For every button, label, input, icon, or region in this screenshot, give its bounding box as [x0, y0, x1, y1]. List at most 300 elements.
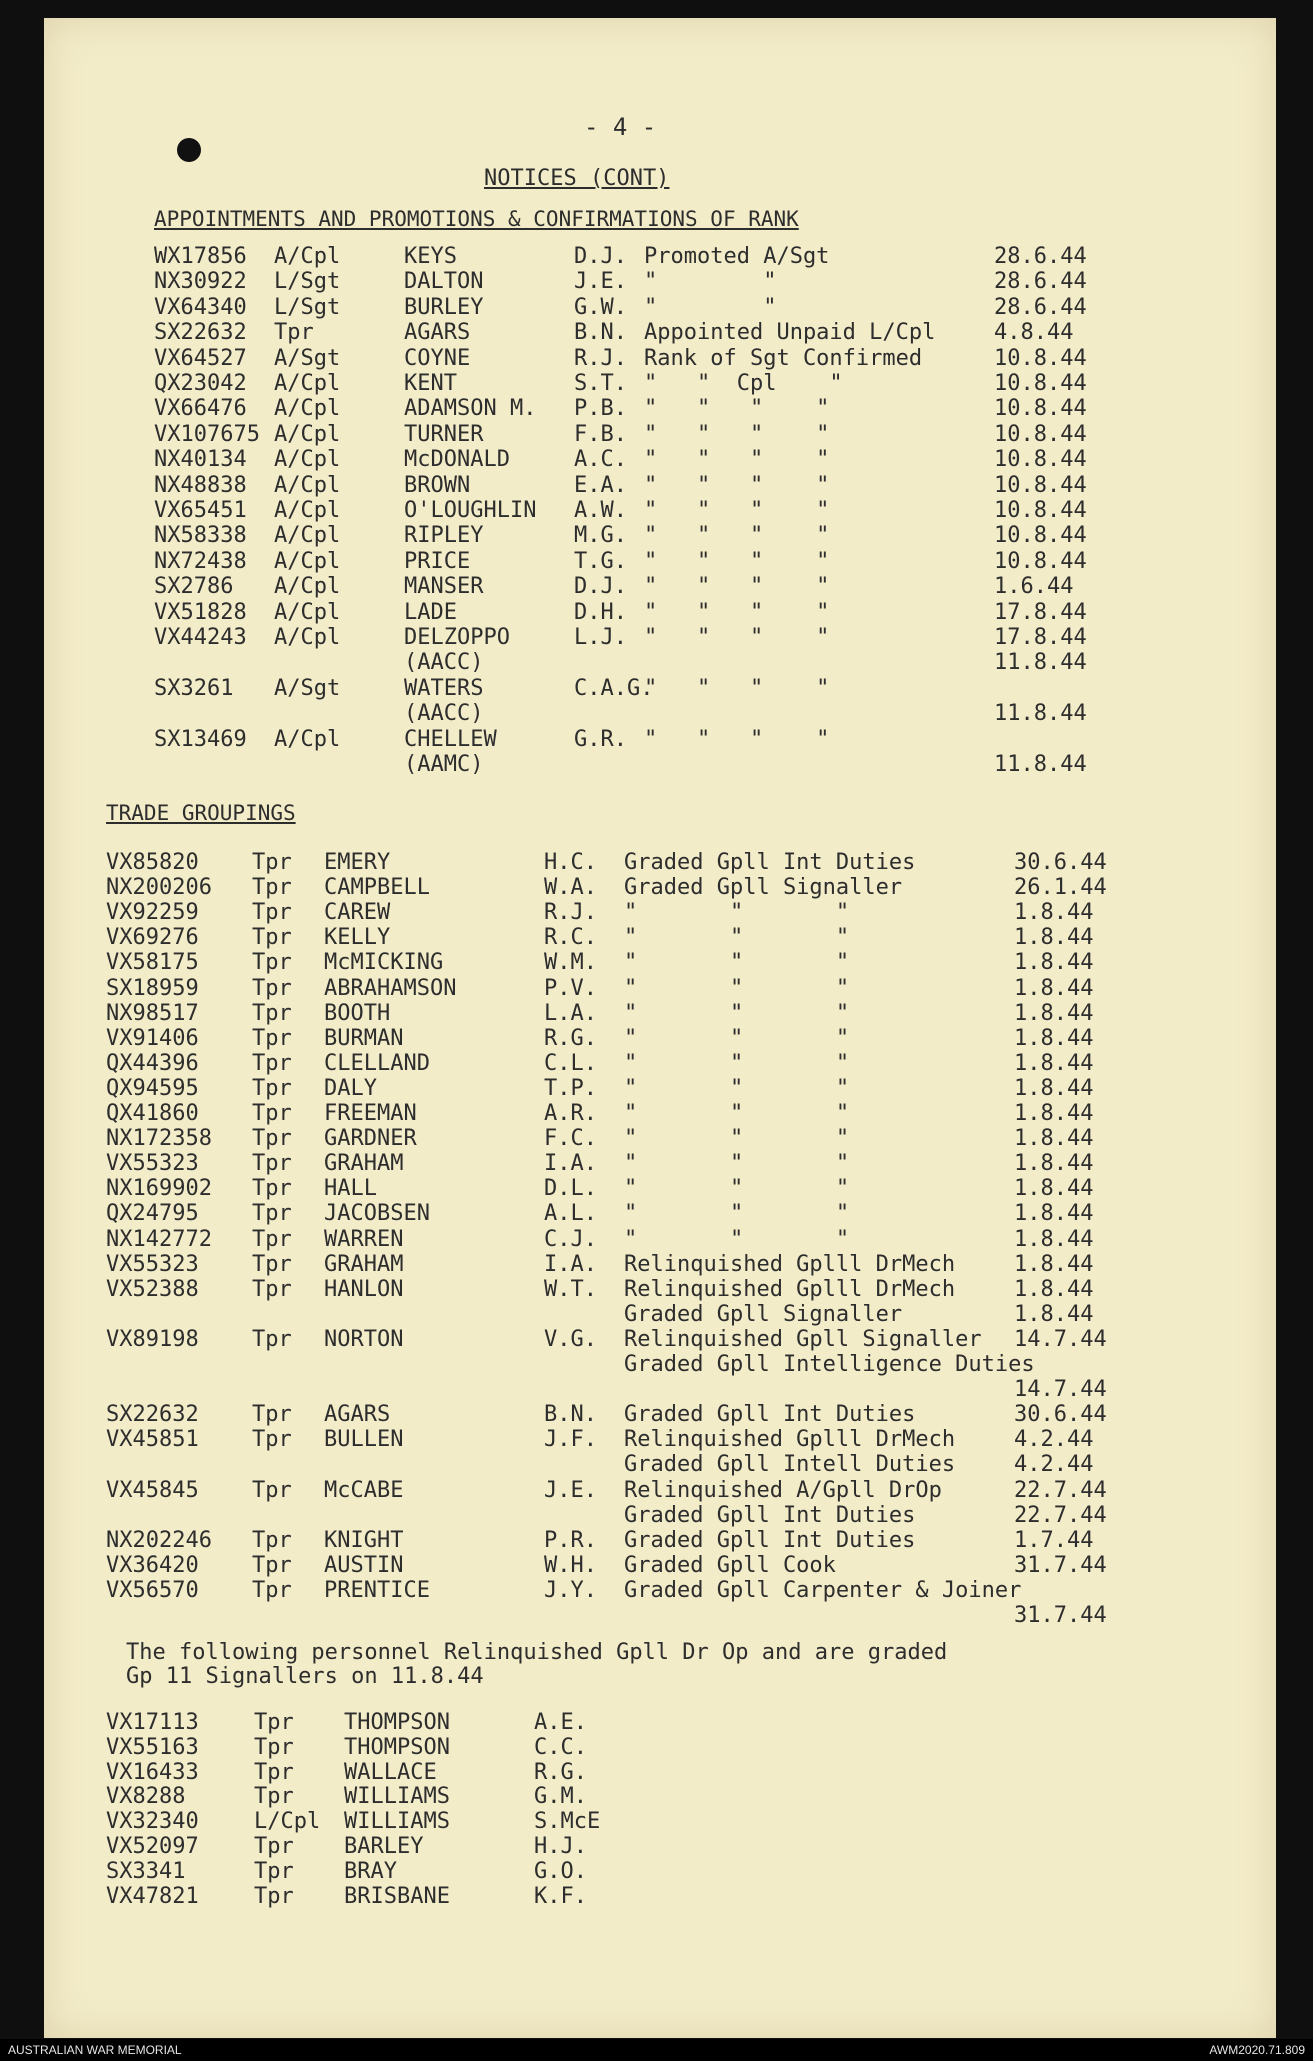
service-number: WX17856: [154, 244, 247, 269]
action: " " " ": [644, 726, 830, 752]
service-number: SX3341: [106, 1858, 186, 1884]
rank: A/Cpl: [274, 625, 341, 650]
date: 11.8.44: [994, 701, 1087, 727]
rank: Tpr: [254, 1883, 294, 1909]
date: 28.6.44: [994, 294, 1087, 320]
initials: G.O.: [534, 1858, 587, 1884]
initials: C.C.: [534, 1734, 587, 1760]
rank: Tpr: [252, 1326, 292, 1352]
rank: A/Cpl: [274, 396, 341, 422]
initials: R.J.: [544, 900, 597, 926]
service-number: QX24795: [106, 1201, 199, 1227]
date: 1.6.44: [994, 574, 1074, 600]
date: 1.8.44: [1014, 1226, 1094, 1252]
initials: A.E.: [534, 1710, 587, 1735]
service-number: NX72438: [154, 548, 247, 574]
rank: Tpr: [252, 1276, 292, 1302]
action: Rank of Sgt Confirmed: [644, 345, 923, 371]
rank: A/Cpl: [274, 447, 341, 473]
rank: A/Cpl: [274, 726, 341, 752]
initials: D.J.: [574, 574, 627, 600]
surname: O'LOUGHLIN: [404, 498, 537, 523]
service-number: VX92259: [106, 900, 199, 926]
initials: A.C.: [574, 447, 627, 473]
action: Graded Gpll Int Duties: [624, 1402, 916, 1428]
surname: KELLY: [324, 925, 391, 951]
initials: B.N.: [574, 320, 627, 346]
surname: AGARS: [404, 320, 471, 346]
action: " ": [644, 269, 777, 295]
service-number: VX69276: [106, 925, 199, 951]
date: 4.2.44: [1014, 1427, 1094, 1453]
rank: Tpr: [252, 1251, 292, 1277]
surname: (AACC): [404, 650, 484, 676]
initials: T.P.: [544, 1075, 597, 1101]
service-number: SX22632: [106, 1402, 199, 1428]
date: 1.8.44: [1014, 1075, 1094, 1101]
action: " " " ": [644, 548, 830, 574]
initials: T.G.: [574, 548, 627, 574]
rank: Tpr: [252, 1101, 292, 1126]
service-number: VX51828: [154, 599, 247, 625]
surname: BRISBANE: [344, 1883, 450, 1909]
service-number: NX98517: [106, 1000, 199, 1026]
action: " " ": [624, 1025, 850, 1051]
action: Relinquished Gpll Signaller: [624, 1326, 982, 1352]
initials: C.A.G.: [574, 675, 654, 701]
date: 10.8.44: [994, 421, 1087, 447]
action: Graded Gpll Carpenter & Joiner: [624, 1577, 1022, 1603]
initials: R.G.: [534, 1759, 587, 1785]
date: 1.8.44: [1014, 1251, 1094, 1277]
date: 22.7.44: [1014, 1477, 1107, 1503]
rank: Tpr: [252, 1000, 292, 1026]
surname: DALY: [324, 1075, 377, 1101]
action: " " " ": [644, 447, 830, 473]
service-number: VX17113: [106, 1710, 199, 1735]
action: " " ": [624, 1101, 850, 1126]
surname: PRENTICE: [324, 1577, 430, 1603]
service-number: NX169902: [106, 1176, 212, 1202]
rank: Tpr: [252, 1075, 292, 1101]
surname: KENT: [404, 371, 457, 396]
surname: HALL: [324, 1176, 377, 1202]
initials: R.J.: [574, 345, 627, 371]
action: " " Cpl ": [644, 371, 843, 396]
action: " " ": [624, 975, 850, 1001]
initials: P.R.: [544, 1527, 597, 1553]
initials: S.T.: [574, 371, 627, 396]
surname: (AACC): [404, 701, 484, 727]
initials: F.C.: [544, 1126, 597, 1152]
action: " " ": [624, 1151, 850, 1177]
initials: S.McE: [534, 1809, 601, 1835]
date: 28.6.44: [994, 269, 1087, 295]
service-number: NX200206: [106, 875, 212, 901]
initials: P.B.: [574, 396, 627, 422]
action: " " " ": [644, 421, 830, 447]
service-number: VX52388: [106, 1276, 199, 1302]
action: " " ": [624, 1075, 850, 1101]
date: 1.8.44: [1014, 1050, 1094, 1076]
initials: B.N.: [544, 1402, 597, 1428]
action: " " ": [624, 1176, 850, 1202]
date: 30.6.44: [1014, 1402, 1107, 1428]
surname: COYNE: [404, 345, 471, 371]
surname: THOMPSON: [344, 1710, 450, 1735]
rank: L/Sgt: [274, 269, 341, 295]
rank: Tpr: [252, 850, 292, 875]
date: 1.8.44: [1014, 1126, 1094, 1152]
action: " " ": [624, 925, 850, 951]
rank: A/Sgt: [274, 675, 341, 701]
initials: A.R.: [544, 1101, 597, 1126]
service-number: NX202246: [106, 1527, 212, 1553]
service-number: SX18959: [106, 975, 199, 1001]
surname: WARREN: [324, 1226, 404, 1252]
initials: A.L.: [544, 1201, 597, 1227]
action: " " " ": [644, 498, 830, 523]
action: " " " ": [644, 574, 830, 600]
date: 17.8.44: [994, 625, 1087, 650]
surname: BROWN: [404, 472, 471, 498]
date: 1.8.44: [1014, 1151, 1094, 1177]
rank: Tpr: [252, 1126, 292, 1152]
date: 1.8.44: [1014, 1101, 1094, 1126]
page-title: NOTICES (CONT): [484, 166, 670, 191]
service-number: VX56570: [106, 1577, 199, 1603]
surname: RIPLEY: [404, 523, 484, 549]
initials: I.A.: [544, 1251, 597, 1277]
surname: CAREW: [324, 900, 391, 926]
service-number: VX91406: [106, 1025, 199, 1051]
surname: BRAY: [344, 1858, 397, 1884]
rank: Tpr: [254, 1710, 294, 1735]
action: Graded Gpll Cook: [624, 1552, 836, 1578]
action: Graded Gpll Int Duties: [624, 1502, 916, 1528]
rank: A/Cpl: [274, 371, 341, 396]
date: 26.1.44: [1014, 875, 1107, 901]
action: " " ": [624, 950, 850, 976]
action: " " " ": [644, 599, 830, 625]
date: 10.8.44: [994, 371, 1087, 396]
surname: CAMPBELL: [324, 875, 430, 901]
action: Graded Gpll Signaller: [624, 875, 903, 901]
surname: WILLIAMS: [344, 1809, 450, 1835]
date: 22.7.44: [1014, 1502, 1107, 1528]
date: 1.8.44: [1014, 925, 1094, 951]
date: 10.8.44: [994, 498, 1087, 523]
initials: F.B.: [574, 421, 627, 447]
service-number: VX85820: [106, 850, 199, 875]
date: 14.7.44: [1014, 1326, 1107, 1352]
date: 28.6.44: [994, 244, 1087, 269]
action: " " " ": [644, 523, 830, 549]
rank: A/Cpl: [274, 523, 341, 549]
action: " ": [644, 294, 777, 320]
surname: DELZOPPO: [404, 625, 510, 650]
surname: AUSTIN: [324, 1552, 404, 1578]
initials: R.C.: [544, 925, 597, 951]
surname: MANSER: [404, 574, 484, 600]
service-number: VX58175: [106, 950, 199, 976]
date: 1.8.44: [1014, 1025, 1094, 1051]
rank: L/Cpl: [254, 1809, 321, 1835]
rank: Tpr: [254, 1784, 294, 1810]
service-number: NX58338: [154, 523, 247, 549]
footer-reference: AWM2020.71.809: [1209, 2043, 1305, 2057]
action: Graded Gpll Signaller: [624, 1301, 903, 1327]
initials: D.H.: [574, 599, 627, 625]
initials: P.V.: [544, 975, 597, 1001]
initials: G.M.: [534, 1784, 587, 1810]
service-number: VX8288: [106, 1784, 186, 1810]
rank: Tpr: [254, 1834, 294, 1859]
surname: HANLON: [324, 1276, 404, 1302]
date: 1.8.44: [1014, 1201, 1094, 1227]
surname: McDONALD: [404, 447, 510, 473]
rank: A/Cpl: [274, 421, 341, 447]
action: " " ": [624, 900, 850, 926]
initials: W.M.: [544, 950, 597, 976]
initials: A.W.: [574, 498, 627, 523]
action: " " ": [624, 1226, 850, 1252]
initials: L.J.: [574, 625, 627, 650]
rank: Tpr: [252, 1176, 292, 1202]
surname: BULLEN: [324, 1427, 404, 1453]
surname: WALLACE: [344, 1759, 437, 1785]
initials: H.J.: [534, 1834, 587, 1859]
action: Graded Gpll Intelligence Duties: [624, 1352, 1035, 1377]
initials: E.A.: [574, 472, 627, 498]
service-number: VX44243: [154, 625, 247, 650]
service-number: VX52097: [106, 1834, 199, 1859]
date: 10.8.44: [994, 447, 1087, 473]
initials: W.T.: [544, 1276, 597, 1302]
action: Relinquished Gplll DrMech: [624, 1251, 956, 1277]
surname: THOMPSON: [344, 1734, 450, 1760]
service-number: VX47821: [106, 1883, 199, 1909]
date: 31.7.44: [1014, 1552, 1107, 1578]
rank: Tpr: [252, 1151, 292, 1177]
action: " " " ": [644, 625, 830, 650]
initials: V.G.: [544, 1326, 597, 1352]
date: 1.8.44: [1014, 975, 1094, 1001]
surname: ADAMSON M.: [404, 396, 537, 422]
action: Relinquished Gplll DrMech: [624, 1427, 956, 1453]
initials: H.C.: [544, 850, 597, 875]
rank: Tpr: [252, 1477, 292, 1503]
surname: WILLIAMS: [344, 1784, 450, 1810]
service-number: VX65451: [154, 498, 247, 523]
initials: J.E.: [544, 1477, 597, 1503]
service-number: VX36420: [106, 1552, 199, 1578]
punch-hole: [177, 138, 201, 162]
date: 1.8.44: [1014, 900, 1094, 926]
section-heading-appointments: APPOINTMENTS AND PROMOTIONS & CONFIRMATIONS OF RANK: [154, 207, 799, 231]
service-number: SX13469: [154, 726, 247, 752]
surname: WATERS: [404, 675, 484, 701]
rank: Tpr: [252, 900, 292, 926]
surname: McMICKING: [324, 950, 444, 976]
service-number: NX172358: [106, 1126, 212, 1152]
document-page: [44, 18, 1276, 2038]
date: 1.8.44: [1014, 1301, 1094, 1327]
surname: BARLEY: [344, 1834, 424, 1859]
rank: Tpr: [252, 1050, 292, 1076]
rank: A/Cpl: [274, 574, 341, 600]
date: 1.8.44: [1014, 950, 1094, 976]
date: 17.8.44: [994, 599, 1087, 625]
surname: GARDNER: [324, 1126, 417, 1152]
service-number: VX16433: [106, 1759, 199, 1785]
service-number: SX2786: [154, 574, 234, 600]
action: Relinquished A/Gpll DrOp: [624, 1477, 942, 1503]
initials: I.A.: [544, 1151, 597, 1177]
date: 4.8.44: [994, 320, 1074, 346]
rank: Tpr: [252, 1025, 292, 1051]
footer-bar: [0, 2039, 1313, 2061]
rank: Tpr: [252, 1201, 292, 1227]
date: 1.7.44: [1014, 1527, 1094, 1553]
service-number: QX44396: [106, 1050, 199, 1076]
surname: EMERY: [324, 850, 391, 875]
service-number: NX40134: [154, 447, 247, 473]
note-line-1: The following personnel Relinquished Gpll Dr Op and are graded: [126, 1640, 948, 1665]
service-number: SX3261: [154, 675, 234, 701]
action: " " " ": [644, 396, 830, 422]
service-number: QX41860: [106, 1101, 199, 1126]
service-number: VX89198: [106, 1326, 199, 1352]
date: 14.7.44: [1014, 1377, 1107, 1403]
date: 11.8.44: [994, 650, 1087, 676]
rank: A/Sgt: [274, 345, 341, 371]
surname: CHELLEW: [404, 726, 497, 752]
rank: Tpr: [274, 320, 314, 346]
action: " " " ": [644, 472, 830, 498]
surname: CLELLAND: [324, 1050, 430, 1076]
date: 1.8.44: [1014, 1000, 1094, 1026]
initials: M.G.: [574, 523, 627, 549]
rank: Tpr: [252, 1527, 292, 1553]
rank: Tpr: [252, 1577, 292, 1603]
rank: Tpr: [252, 925, 292, 951]
service-number: VX64527: [154, 345, 247, 371]
action: " " ": [624, 1050, 850, 1076]
service-number: SX22632: [154, 320, 247, 346]
initials: R.G.: [544, 1025, 597, 1051]
initials: J.F.: [544, 1427, 597, 1453]
surname: LADE: [404, 599, 457, 625]
date: 1.8.44: [1014, 1176, 1094, 1202]
date: 10.8.44: [994, 345, 1087, 371]
rank: A/Cpl: [274, 498, 341, 523]
service-number: VX32340: [106, 1809, 199, 1835]
surname: KEYS: [404, 244, 457, 269]
action: " " ": [624, 1000, 850, 1026]
surname: McCABE: [324, 1477, 404, 1503]
initials: K.F.: [534, 1883, 587, 1909]
initials: D.L.: [544, 1176, 597, 1202]
initials: C.L.: [544, 1050, 597, 1076]
action: Graded Gpll Int Duties: [624, 1527, 916, 1553]
action: Graded Gpll Intell Duties: [624, 1452, 956, 1478]
service-number: VX45845: [106, 1477, 199, 1503]
date: 11.8.44: [994, 752, 1087, 777]
date: 30.6.44: [1014, 850, 1107, 875]
rank: Tpr: [252, 1226, 292, 1252]
surname: KNIGHT: [324, 1527, 404, 1553]
surname: (AAMC): [404, 752, 484, 777]
action: Appointed Unpaid L/Cpl: [644, 320, 936, 346]
date: 1.8.44: [1014, 1276, 1094, 1302]
action: Promoted A/Sgt: [644, 244, 830, 269]
rank: A/Cpl: [274, 472, 341, 498]
section-heading-trade-groupings: TRADE GROUPINGS: [106, 801, 296, 825]
initials: J.Y.: [544, 1577, 597, 1603]
service-number: VX64340: [154, 294, 247, 320]
surname: NORTON: [324, 1326, 404, 1352]
rank: Tpr: [252, 1402, 292, 1428]
service-number: QX23042: [154, 371, 247, 396]
service-number: VX55323: [106, 1251, 199, 1277]
initials: G.R.: [574, 726, 627, 752]
footer-source: AUSTRALIAN WAR MEMORIAL: [8, 2043, 182, 2057]
rank: A/Cpl: [274, 548, 341, 574]
date: 10.8.44: [994, 523, 1087, 549]
service-number: NX142772: [106, 1226, 212, 1252]
rank: Tpr: [252, 1427, 292, 1453]
action: " " ": [624, 1126, 850, 1152]
initials: C.J.: [544, 1226, 597, 1252]
initials: J.E.: [574, 269, 627, 295]
surname: BURMAN: [324, 1025, 404, 1051]
rank: Tpr: [252, 875, 292, 901]
surname: ABRAHAMSON: [324, 975, 457, 1001]
service-number: NX30922: [154, 269, 247, 295]
service-number: VX45851: [106, 1427, 199, 1453]
service-number: VX55323: [106, 1151, 199, 1177]
action: " " " ": [644, 675, 830, 701]
service-number: VX66476: [154, 396, 247, 422]
surname: FREEMAN: [324, 1101, 417, 1126]
initials: L.A.: [544, 1000, 597, 1026]
surname: GRAHAM: [324, 1151, 404, 1177]
rank: Tpr: [252, 950, 292, 976]
service-number: NX48838: [154, 472, 247, 498]
note-line-2: Gp 11 Signallers on 11.8.44: [126, 1664, 484, 1689]
surname: PRICE: [404, 548, 471, 574]
rank: A/Cpl: [274, 599, 341, 625]
rank: Tpr: [254, 1858, 294, 1884]
surname: GRAHAM: [324, 1251, 404, 1277]
date: 31.7.44: [1014, 1603, 1107, 1628]
date: 10.8.44: [994, 472, 1087, 498]
initials: W.A.: [544, 875, 597, 901]
page-number: - 4 -: [584, 113, 657, 141]
surname: TURNER: [404, 421, 484, 447]
rank: Tpr: [252, 1552, 292, 1578]
rank: Tpr: [254, 1759, 294, 1785]
surname: BURLEY: [404, 294, 484, 320]
service-number: QX94595: [106, 1075, 199, 1101]
rank: Tpr: [252, 975, 292, 1001]
rank: Tpr: [254, 1734, 294, 1760]
surname: AGARS: [324, 1402, 391, 1428]
date: 10.8.44: [994, 548, 1087, 574]
action: Relinquished Gplll DrMech: [624, 1276, 956, 1302]
initials: W.H.: [544, 1552, 597, 1578]
